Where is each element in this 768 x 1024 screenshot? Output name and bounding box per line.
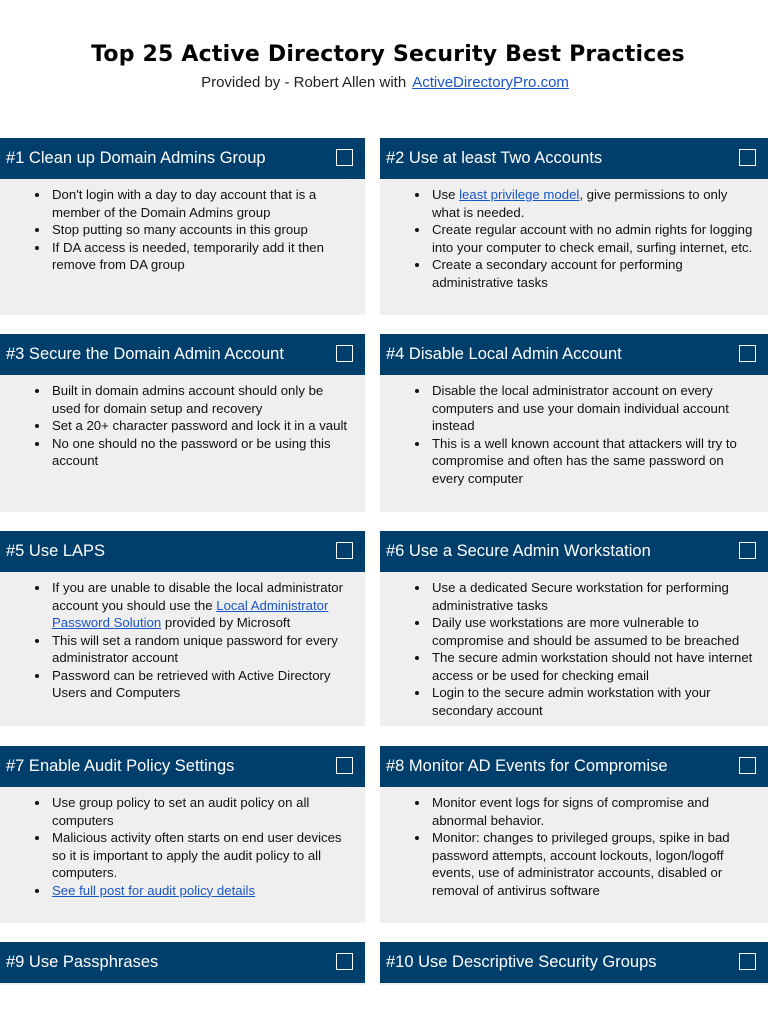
practice-card-1 [0,138,365,315]
practice-bullet-list [0,787,365,899]
practice-bullet: • Create a secondary account for performing administrative tasks [430,256,758,291]
practice-card-8 [380,746,768,923]
practice-bullet-list [0,375,365,470]
practice-card-header [380,746,768,787]
practice-bullet: • Monitor event logs for signs of compromise and abnormal behavior. [430,794,758,829]
practice-card-6 [380,531,768,726]
practice-bullet [50,579,355,632]
practice-checkbox[interactable] [336,953,353,970]
site-link[interactable]: ActiveDirectoryPro.com [412,74,569,91]
bullet-text: If you are unable to disable the local administrator account you should use the [52,580,344,613]
practice-bullet-list [380,179,768,291]
practice-card-title: #1 Clean up Domain Admins Group [6,149,266,167]
practice-checkbox[interactable] [739,149,756,166]
practice-card-title: #9 Use Passphrases [6,953,159,971]
practice-bullet: • The secure admin workstation should not have internet access or be used for checking email [430,649,758,684]
practice-card-header [380,138,768,179]
practice-bullet: • Daily use workstations are more vulnerable to compromise and should be assumed to be breached [430,614,758,649]
practice-card-header [0,531,365,572]
practice-card-header [0,138,365,179]
practice-card-title: #5 Use LAPS [6,542,106,560]
practice-card-title: #2 Use at least Two Accounts [386,149,603,167]
practice-bullet: • Use a dedicated Secure workstation for performing administrative tasks [430,579,758,614]
practice-card-title: #8 Monitor AD Events for Compromise [386,757,668,775]
practice-checkbox[interactable] [336,149,353,166]
practice-card-2 [380,138,768,315]
practice-card-9 [0,942,365,985]
practice-bullet-list [380,572,768,719]
bullet-text: Use [432,187,460,202]
practice-card-header [0,942,365,983]
practice-bullet: • Password can be retrieved with Active Directory Users and Computers [50,667,355,702]
practice-card-5 [0,531,365,726]
bullet-link[interactable]: See full post for audit policy details [52,882,256,898]
practice-bullet: • If DA access is needed, temporarily add it then remove from DA group [50,239,355,274]
bullet-text: provided by Microsoft [161,615,291,630]
page-subtitle [0,74,768,91]
practice-checkbox[interactable] [336,757,353,774]
practice-bullet: • No one should no the password or be using this account [50,435,355,470]
practice-bullet: • Don't login with a day to day account that is a member of the Domain Admins group [50,186,355,221]
practice-checkbox[interactable] [739,542,756,559]
bullet-link[interactable]: least privilege model [459,187,580,202]
practice-bullet: • Monitor: changes to privileged groups, spike in bad password attempts, account lockouts, logon/logoff events, use of administrator accounts, disabled or removal of antivirus software [430,829,758,899]
practice-bullet: • Use group policy to set an audit policy on all computers [50,794,355,829]
practice-card-title: #7 Enable Audit Policy Settings [6,757,235,775]
practice-bullet: • Disable the local administrator account on every computers and use your domain individual account instead [430,382,758,435]
practice-bullet: • Built in domain admins account should only be used for domain setup and recovery [50,382,355,417]
practice-checkbox[interactable] [336,542,353,559]
practice-bullet-list [380,375,768,487]
practice-card-10 [380,942,768,985]
practice-card-7 [0,746,365,923]
practice-checkbox[interactable] [739,953,756,970]
practice-card-title: #10 Use Descriptive Security Groups [386,953,657,971]
practice-bullet: • Stop putting so many accounts in this group [50,221,355,239]
practice-card-title: #6 Use a Secure Admin Workstation [386,542,651,560]
practice-bullet-list [0,179,365,274]
practice-bullet: • Set a 20+ character password and lock it in a vault [50,417,355,435]
practice-bullet: • Login to the secure admin workstation with your secondary account [430,684,758,719]
practice-card-title: #3 Secure the Domain Admin Account [6,345,284,363]
bullet-link[interactable]: Local Administrator Password Solution [52,597,329,630]
practice-checkbox[interactable] [336,345,353,362]
practice-card-title: #4 Disable Local Admin Account [386,345,622,363]
practice-bullet-list [380,787,768,899]
practice-bullet: • This will set a random unique password for every administrator account [50,632,355,667]
practice-bullet [430,186,758,221]
practice-bullet-list [0,572,365,702]
practice-bullet: • Create regular account with no admin rights for logging into your computer to check email, surfing internet, etc. [430,221,758,256]
bullet-text: , give permissions to only what is needed. [432,187,728,220]
practice-card-header [0,746,365,787]
practice-bullet: • Malicious activity often starts on end user devices so it is important to apply the audit policy to all computers. [50,829,355,882]
practice-bullet: • This is a well known account that attackers will try to compromise and often has the same password on every computer [430,435,758,488]
page-title: Top 25 Active Directory Security Best Practices [91,42,685,67]
practice-card-header [380,334,768,375]
practice-checkbox[interactable] [739,757,756,774]
provided-by-text: Provided by - Robert Allen with [201,74,407,91]
practice-card-3 [0,334,365,512]
practice-bullet [50,882,355,900]
practice-card-header [380,531,768,572]
practice-card-header [380,942,768,983]
practice-checkbox[interactable] [739,345,756,362]
practice-card-4 [380,334,768,512]
practice-card-header [0,334,365,375]
